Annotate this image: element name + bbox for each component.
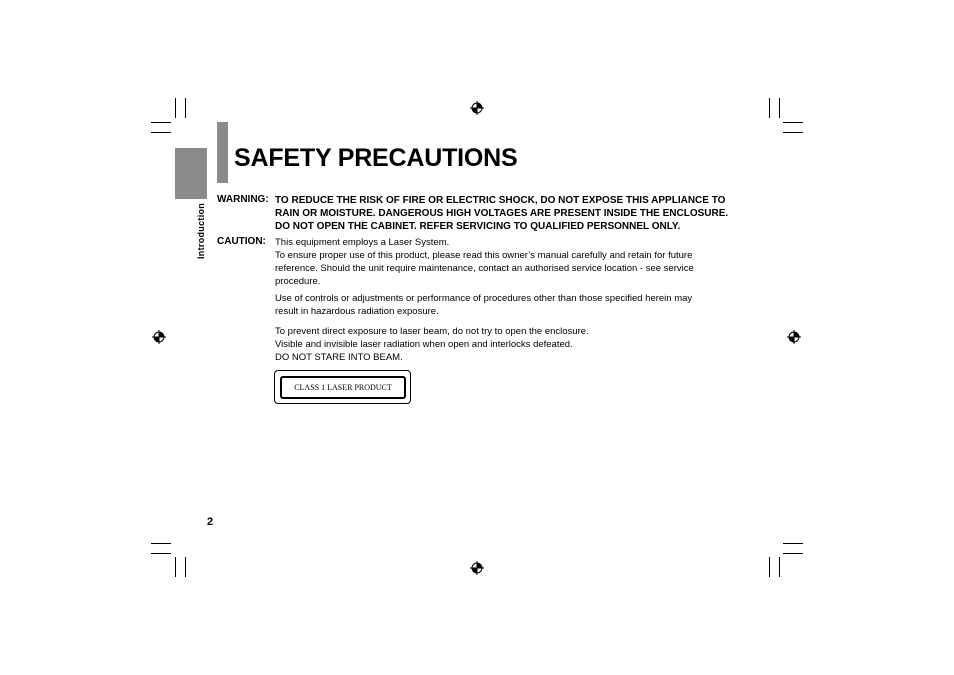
caution-line: Visible and invisible laser radiation when open and interlocks defeated. xyxy=(275,339,573,350)
crop-mark xyxy=(779,98,780,118)
caution-paragraph xyxy=(275,236,745,288)
caution-line: reference. Should the unit require maintenance, contact an authorised service location - see service xyxy=(275,263,694,274)
warning-line: RAIN OR MOISTURE. DANGEROUS HIGH VOLTAGES ARE PRESENT INSIDE THE ENCLOSURE. xyxy=(275,208,729,219)
crop-mark xyxy=(185,557,186,577)
crop-mark xyxy=(769,98,770,118)
caution-line: procedure. xyxy=(275,276,321,287)
crop-mark xyxy=(151,122,171,123)
warning-text xyxy=(275,194,745,233)
laser-product-label: CLASS 1 LASER PRODUCT xyxy=(280,376,406,399)
caution-line: To ensure proper use of this product, please read this owner’s manual carefully and retain for future xyxy=(275,250,693,261)
caution-label: CAUTION: xyxy=(217,236,266,247)
warning-label: WARNING: xyxy=(217,194,269,205)
page-title: SAFETY PRECAUTIONS xyxy=(234,144,518,172)
title-accent-bar xyxy=(217,122,228,183)
crosshair-target-icon xyxy=(152,330,166,344)
crop-mark xyxy=(769,557,770,577)
crop-mark xyxy=(175,98,176,118)
crop-mark xyxy=(783,132,803,133)
caution-line: Use of controls or adjustments or performance of procedures other than those specified herein may xyxy=(275,293,693,304)
page-number: 2 xyxy=(207,516,214,528)
caution-line: This equipment employs a Laser System. xyxy=(275,237,450,248)
crosshair-target-icon xyxy=(470,561,484,575)
crop-mark xyxy=(175,557,176,577)
caution-paragraph xyxy=(275,325,745,364)
warning-line: DO NOT OPEN THE CABINET. REFER SERVICING TO QUALIFIED PERSONNEL ONLY. xyxy=(275,221,681,232)
crop-mark xyxy=(185,98,186,118)
crop-mark xyxy=(783,553,803,554)
crosshair-target-icon xyxy=(787,330,801,344)
crop-mark xyxy=(151,543,171,544)
caution-line: result in hazardous radiation exposure. xyxy=(275,306,439,317)
caution-paragraph xyxy=(275,292,745,318)
crop-mark xyxy=(151,132,171,133)
section-tab-label: Introduction xyxy=(196,202,206,259)
crop-mark xyxy=(779,557,780,577)
caution-line: DO NOT STARE INTO BEAM. xyxy=(275,352,403,363)
section-tab xyxy=(175,148,207,199)
crop-mark xyxy=(151,553,171,554)
crop-mark xyxy=(783,543,803,544)
crop-mark xyxy=(783,122,803,123)
caution-line: To prevent direct exposure to laser beam, do not try to open the enclosure. xyxy=(275,326,589,337)
warning-line: TO REDUCE THE RISK OF FIRE OR ELECTRIC SHOCK, DO NOT EXPOSE THIS APPLIANCE TO xyxy=(275,195,726,206)
crosshair-target-icon xyxy=(470,101,484,115)
